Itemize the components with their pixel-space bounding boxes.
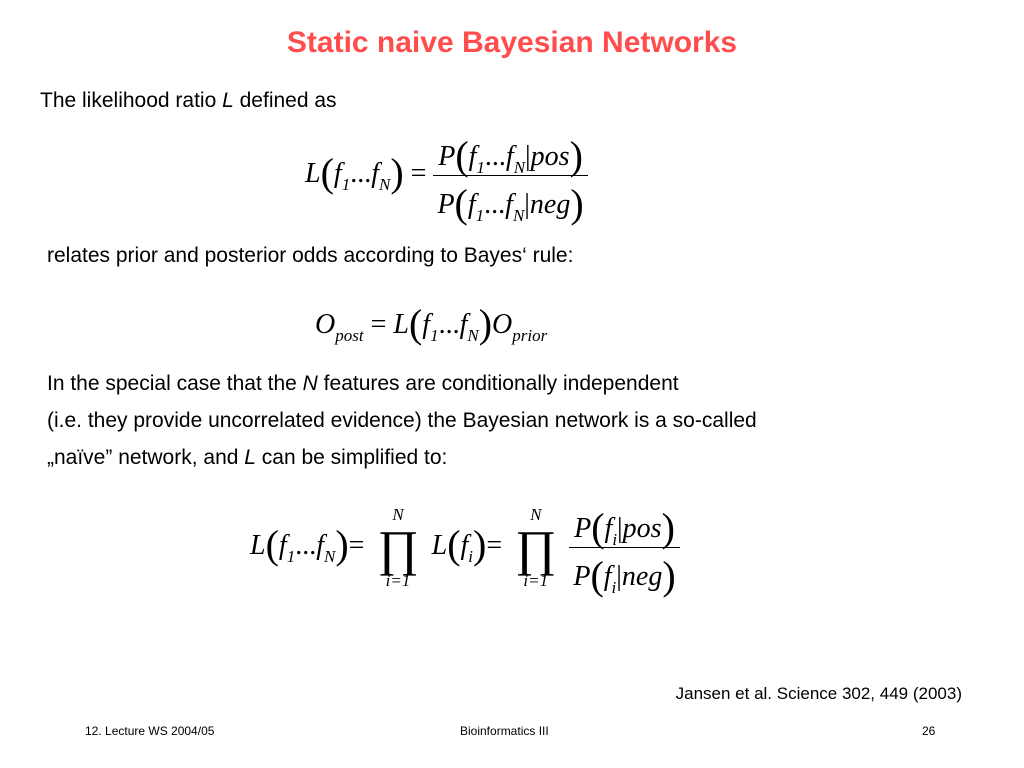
eq3-product-2 [515,506,556,590]
eq3-product-1 [377,506,418,590]
eq3-rparen: ) [335,521,349,567]
eq3-den-fi: f [603,561,612,592]
eq3-f1: f [278,529,287,561]
eq3-den-neg: neg [621,561,663,592]
eq1-den-sub1: 1 [475,206,485,225]
eq3-fi: f [460,529,469,561]
eq3-Li-rparen: ) [473,521,487,567]
eq3-fN: f [316,529,324,561]
eq1-num-f1: f [468,141,477,172]
eq3-numerator [569,500,679,548]
intro-text-after: defined as [233,89,337,112]
eq1-num-P: P [438,141,456,172]
eq3-subi: i [468,546,474,566]
eq1-fraction [433,128,587,226]
eq1-num-bar: | [525,141,531,172]
eq2-equals: = [370,309,387,340]
eq2-fN: f [459,309,468,340]
special-line1-var-n: N [302,372,318,395]
eq1-denominator [433,176,587,226]
eq1-num-pos: pos [530,141,570,172]
eq1-num-rparen: ) [569,133,583,178]
reference-citation: Jansen et al. Science 302, 449 (2003) [675,684,962,703]
relates-text: relates prior and posterior odds according to Bayes‘ rule: [47,244,574,267]
eq1-rparen: ) [390,149,404,195]
eq1-num-sub1: 1 [476,158,485,177]
eq3-num-bar: | [617,513,623,544]
eq2-subN: N [467,326,479,345]
eq3-fraction [569,500,679,598]
eq1-den-dots: ... [484,189,506,220]
eq2-O-prior: O [492,309,513,340]
eq1-den-neg: neg [529,189,571,220]
intro-text-before: The likelihood ratio [40,89,223,112]
special-line1-before: In the special case that the [47,372,303,395]
eq1-L: L [305,157,321,189]
special-case-line-3 [47,440,447,476]
eq3-sub1: 1 [286,546,296,566]
eq2-rparen: ) [478,301,493,346]
special-line3-before: „naïve” network, and [47,446,245,469]
eq3-num-pos: pos [622,513,662,544]
eq3-prod1-top: N [392,504,404,524]
eq1-sub1: 1 [341,174,351,194]
eq3-num-P: P [574,513,592,544]
eq1-subN: N [378,174,391,194]
eq2-sub-prior: prior [512,326,548,345]
eq1-den-lparen: ( [454,181,468,226]
eq2-dots: ... [438,309,460,340]
intro-var-l: L [222,89,234,112]
eq3-num-rparen: ) [661,505,675,550]
footer-page-number: 26 [922,724,936,738]
eq1-equals: = [410,157,427,189]
footer-lecture: 12. Lecture WS 2004/05 [85,724,215,738]
eq2-lparen: ( [408,301,423,346]
intro-text [40,83,337,119]
eq1-dots: ... [350,157,372,189]
eq3-L: L [250,529,266,561]
eq3-prod1-bottom: i=1 [385,570,411,590]
eq1-num-lparen: ( [455,133,469,178]
eq1-fN: f [371,157,379,189]
eq2-L: L [393,309,409,340]
eq3-L-i: L [431,529,448,561]
eq3-dots: ... [295,529,317,561]
eq3-prod2-top: N [530,504,542,524]
eq3-num-lparen: ( [591,505,605,550]
eq3-prod1-symbol: ∏ [377,519,419,576]
eq3-num-subi: i [612,530,618,549]
eq2-O-post: O [315,309,336,340]
footer-course: Bioinformatics III [460,724,549,738]
eq3-num-fi: f [604,513,613,544]
eq1-den-P: P [437,189,455,220]
eq1-num-fN: f [505,141,514,172]
eq3-Li-lparen: ( [447,521,461,567]
eq3-equals-2: = [486,529,503,561]
special-case-line-2: (i.e. they provide uncorrelated evidence) the Bayesian network is a so-called [47,409,757,432]
eq3-den-rparen: ) [662,553,676,598]
eq3-prod2-bottom: i=1 [523,570,549,590]
eq3-den-subi: i [611,578,617,597]
eq1-f1: f [333,157,342,189]
special-line3-after: can be simplified to: [255,446,448,469]
special-case-line-1 [47,366,679,402]
slide-title: Static naive Bayesian Networks [286,26,738,59]
eq1-num-dots: ... [484,141,506,172]
eq1-numerator [433,128,587,176]
equation-bayes-rule [315,296,548,346]
eq3-den-bar: | [616,561,622,592]
special-line3-var-l: L [244,446,256,469]
eq3-den-P: P [573,561,591,592]
eq3-subN: N [323,546,336,566]
eq1-den-f1: f [467,189,476,220]
eq3-equals-1: = [348,529,365,561]
eq1-num-subN: N [513,158,526,177]
equation-naive-product [250,500,680,598]
eq2-f1: f [422,309,431,340]
eq1-lparen: ( [320,149,334,195]
eq2-sub-post: post [335,326,364,345]
eq1-den-fN: f [505,189,513,220]
eq1-den-subN: N [512,206,525,225]
equation-likelihood-ratio [305,128,588,226]
eq3-lparen: ( [265,521,279,567]
eq1-den-bar: | [524,189,530,220]
eq3-prod2-symbol: ∏ [515,519,557,576]
eq2-sub1: 1 [430,326,439,345]
special-line1-after: features are conditionally independent [317,372,679,395]
eq3-den-lparen: ( [590,553,604,598]
eq1-den-rparen: ) [570,181,584,226]
eq3-denominator [569,548,679,598]
